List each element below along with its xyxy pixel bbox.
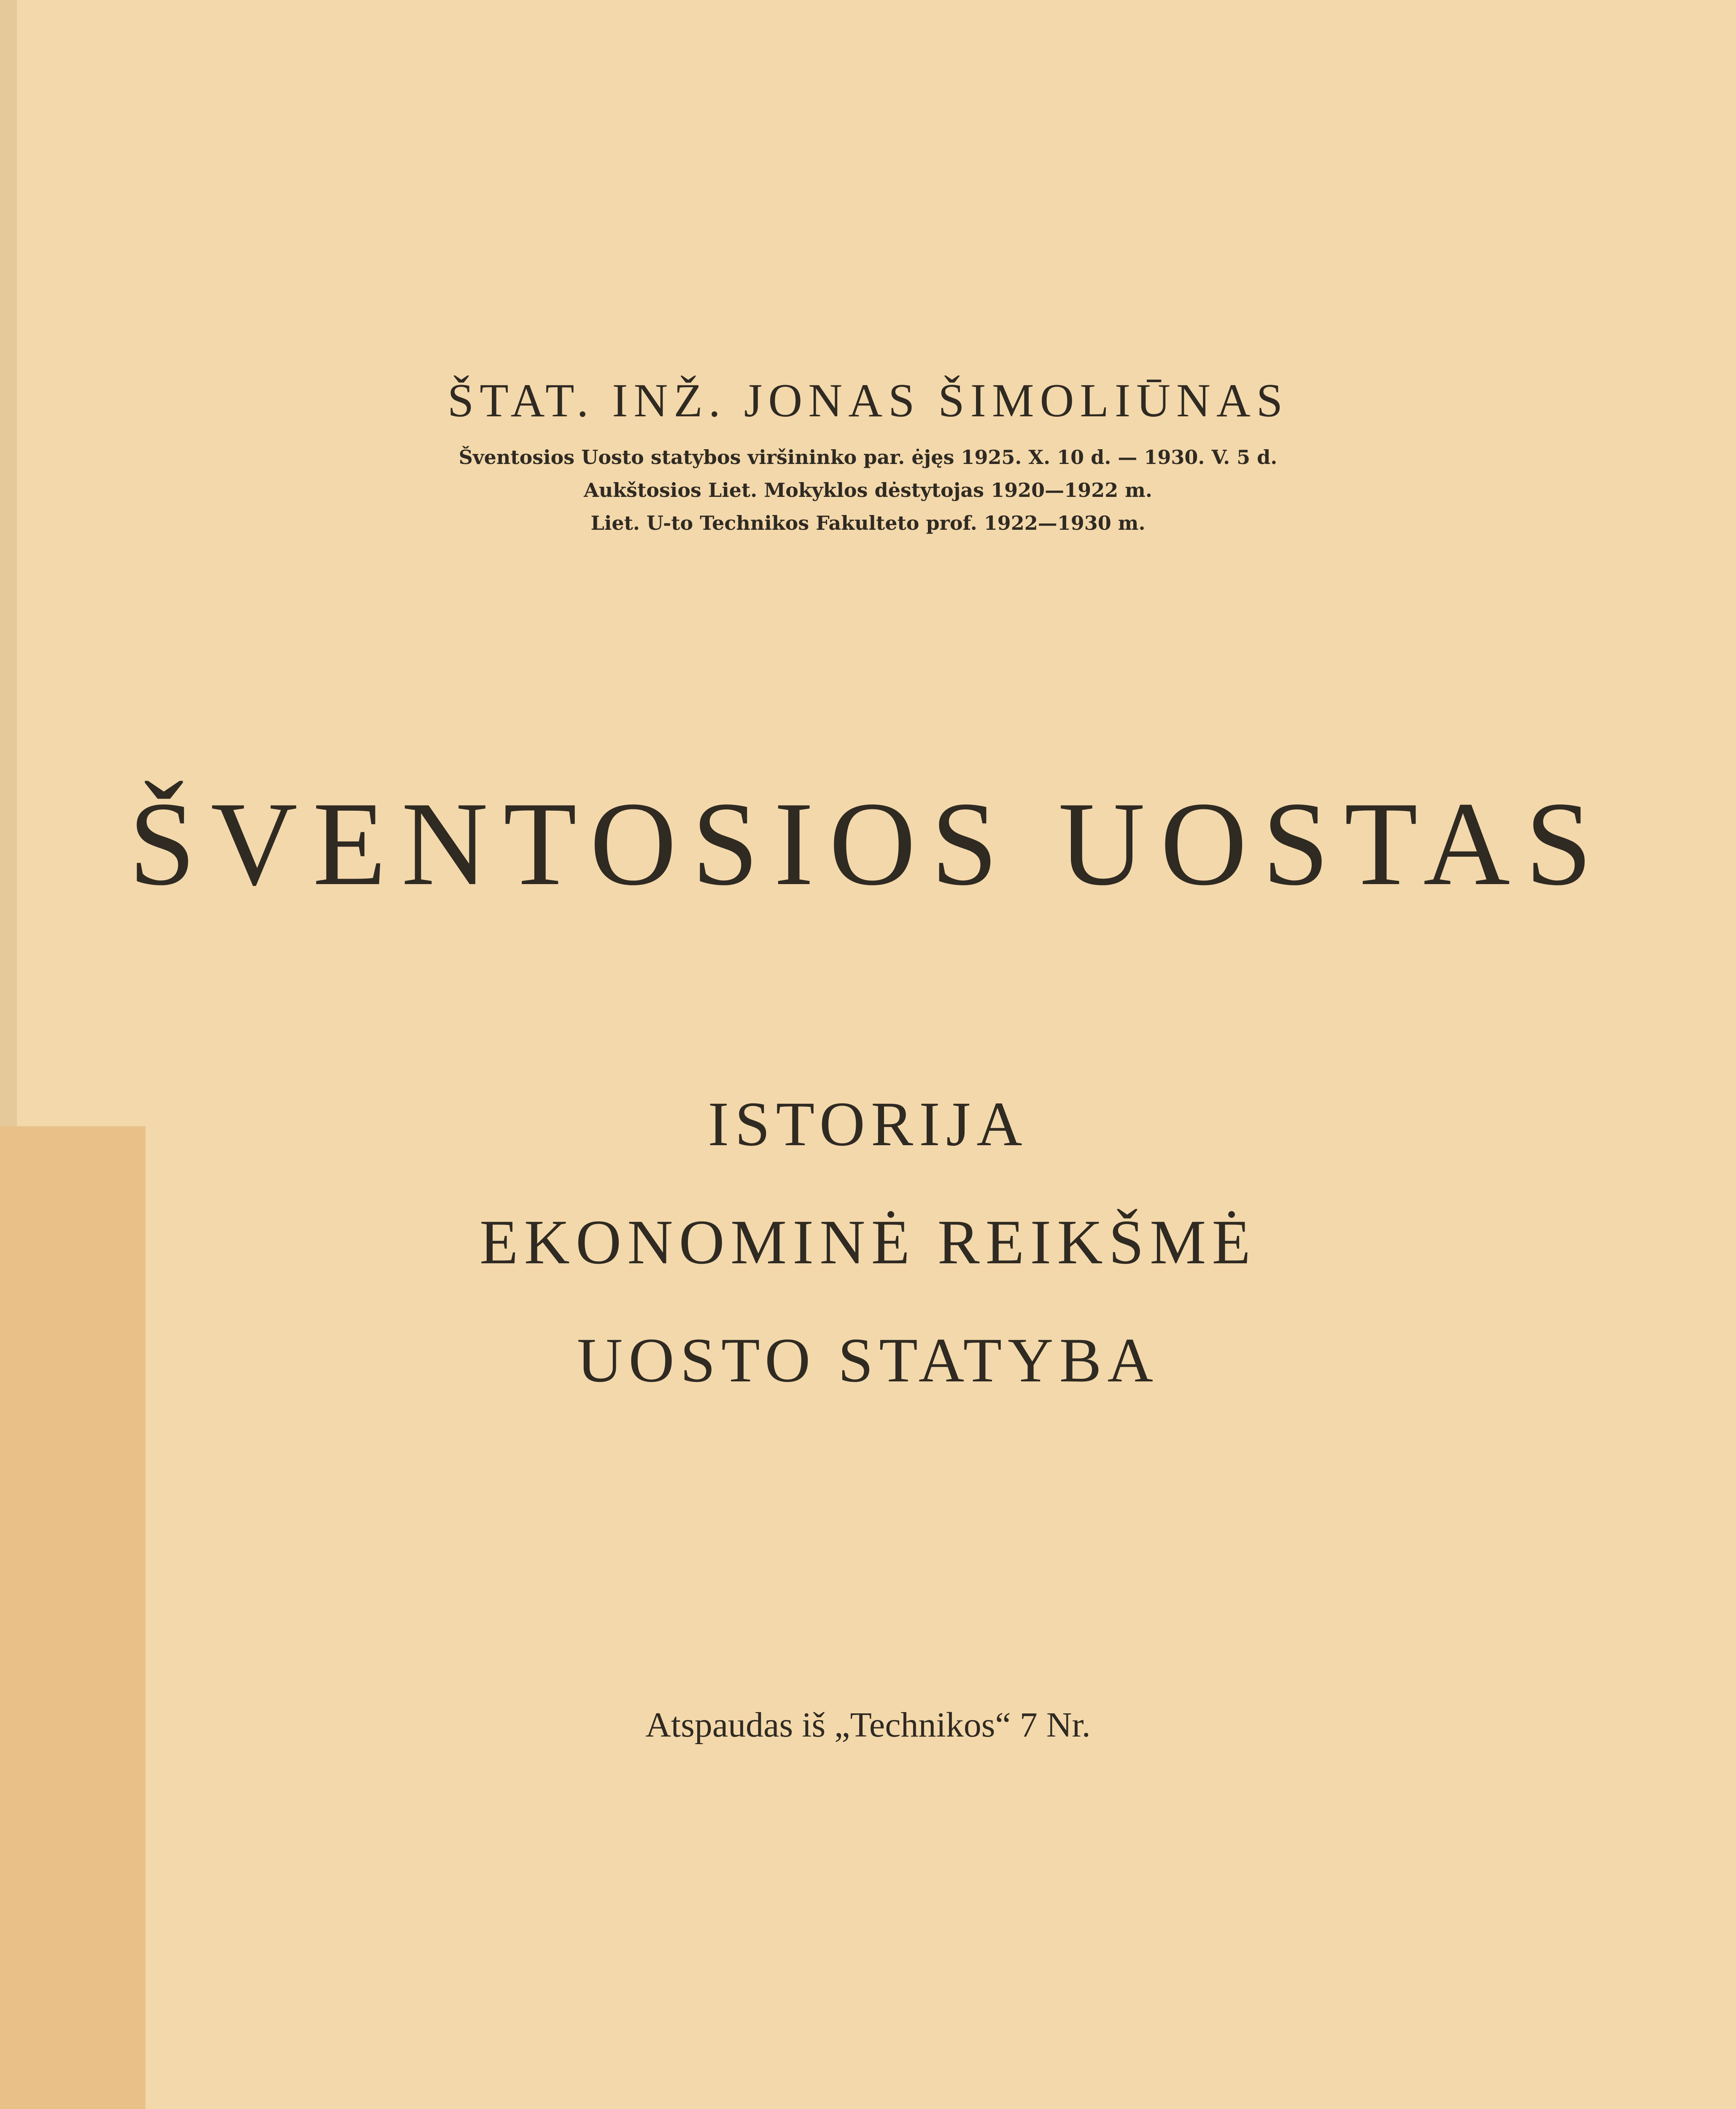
section-heading-economic: EKONOMINĖ REIKŠMĖ [479,1207,1257,1277]
reprint-note: Atspaudas iš „Technikos“ 7 Nr. [645,1705,1091,1745]
author-position-1: Šventosios Uosto statybos viršininko par. ėjęs 1925. X. 10 d. — 1930. V. 5 d. [458,446,1278,469]
author-position-3: Liet. U-to Technikos Fakulteto prof. 1922—1930 m. [590,512,1146,534]
author-name: ŠTAT. INŽ. JONAS ŠIMOLIŪNAS [447,375,1289,427]
section-heading-construction: UOSTO STATYBA [577,1325,1159,1395]
section-heading-history: ISTORIJA [708,1089,1028,1159]
author-position-2: Aukštosios Liet. Mokyklos dėstytojas 1920—1922 m. [584,479,1152,502]
book-title: ŠVENTOSIOS UOSTAS [129,777,1607,910]
